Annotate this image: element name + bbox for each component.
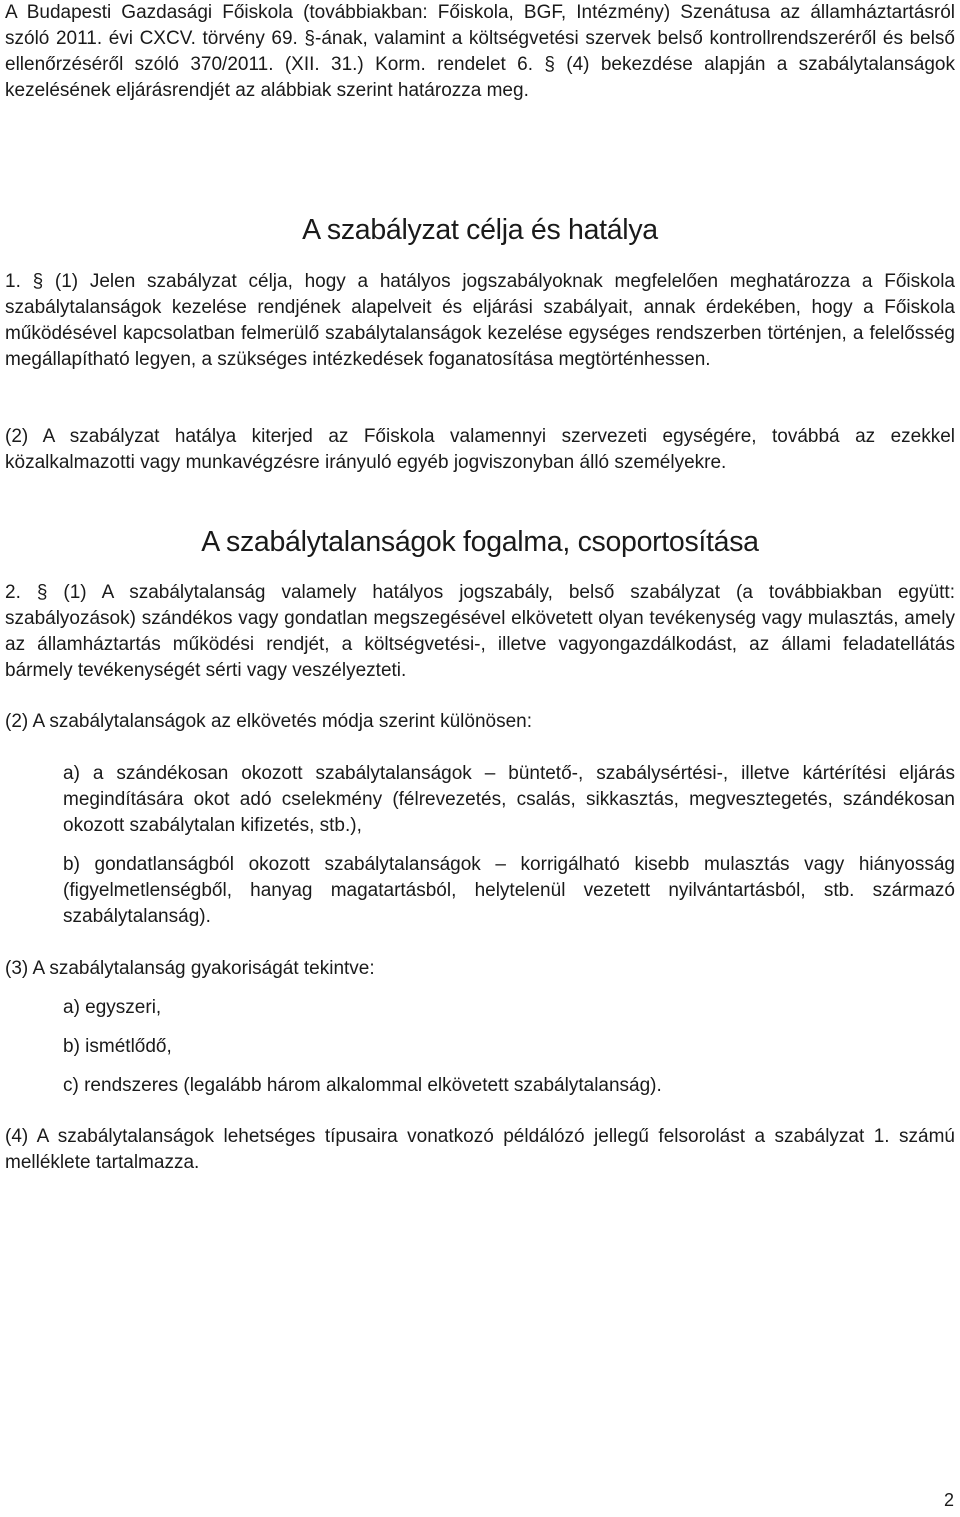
section-1-paragraph-2: (2) A szabályzat hatálya kiterjed az Főiskola valamennyi szervezeti egységére, továbbá az ezekkel közalkalmazotti vagy munkavégzésre irányuló egyéb jogviszonyban álló személyekre.: [5, 426, 955, 473]
section-2-paragraph-2: (2) A szabálytalanságok az elkövetés módja szerint különösen:: [5, 711, 533, 732]
section-2-paragraph-3-item-a: a) egyszeri,: [63, 997, 162, 1018]
section-2-paragraph-2-item-a: a) a szándékosan okozott szabálytalanságok – büntető-, szabálysértési-, illetve kártérítési eljárás megindítására okot adó cselekmény (félrevezetés, csalás, sikkasztás, megvesztegetés, szándékosan okozott szabálytalan kifizetés, stb.),: [63, 763, 955, 836]
section-2-paragraph-3-item-c: c) rendszeres (legalább három alkalommal elkövetett szabálytalanság).: [63, 1075, 662, 1096]
section-2-paragraph-4: (4) A szabálytalanságok lehetséges típusaira vonatkozó példálózó jellegű felsorolást a szabályzat 1. számú melléklete tartalmazza.: [5, 1126, 955, 1173]
section-heading-purpose-scope: A szabályzat célja és hatálya: [302, 214, 658, 246]
section-2-paragraph-1: 2. § (1) A szabálytalanság valamely hatályos jogszabály, belső szabályzat (a továbbiakban együtt: szabályozások) szándékos vagy gondatlan megszegésével elkövetett olyan tevékenység vagy mulasztás, amely az államháztartás működési rendjét, a költségvetési-, illetve vagyongazdálkodást, az állami feladatellátás bármely tevékenységét sérti vagy veszélyezteti.: [5, 582, 955, 681]
section-2-paragraph-3-item-b: b) ismétlődő,: [63, 1036, 172, 1057]
section-1-paragraph-1: 1. § (1) Jelen szabályzat célja, hogy a hatályos jogszabályoknak megfelelően meghatározza a Főiskola szabálytalanságok kezelése rendjének alapelveit és eljárási szabályait, annak érdekében, hogy a Főiskola működésével kapcsolatban felmerülő szabálytalanságok kezelése egységes rendszerben történjen, a felelősség megállapítható legyen, a szükséges intézkedések foganatosítása megtörténhessen.: [5, 271, 955, 370]
section-heading-definition-grouping: A szabálytalanságok fogalma, csoportosítása: [201, 526, 759, 558]
section-2-paragraph-3: (3) A szabálytalanság gyakoriságát tekintve:: [5, 958, 375, 979]
section-2-paragraph-2-item-b: b) gondatlanságból okozott szabálytalanságok – korrigálható kisebb mulasztás vagy hiányosság (figyelmetlenségből, hanyag magatartásból, helytelenül vezetett nyilvántartásból, stb. származó szabálytalanság).: [63, 854, 955, 927]
page-number: 2: [943, 1490, 954, 1510]
intro-paragraph: A Budapesti Gazdasági Főiskola (továbbiakban: Főiskola, BGF, Intézmény) Szenátusa az államháztartásról szóló 2011. évi CXCV. törvény 69. §-ának, valamint a költségvetési szervek belső kontrollrendszeréről és belső ellenőrzéséről szóló 370/2011. (XII. 31.) Korm. rendelet 6. § (4) bekezdése alapján a szabálytalanságok kezelésének eljárásrendjét az alábbiak szerint határozza meg.: [5, 2, 955, 101]
